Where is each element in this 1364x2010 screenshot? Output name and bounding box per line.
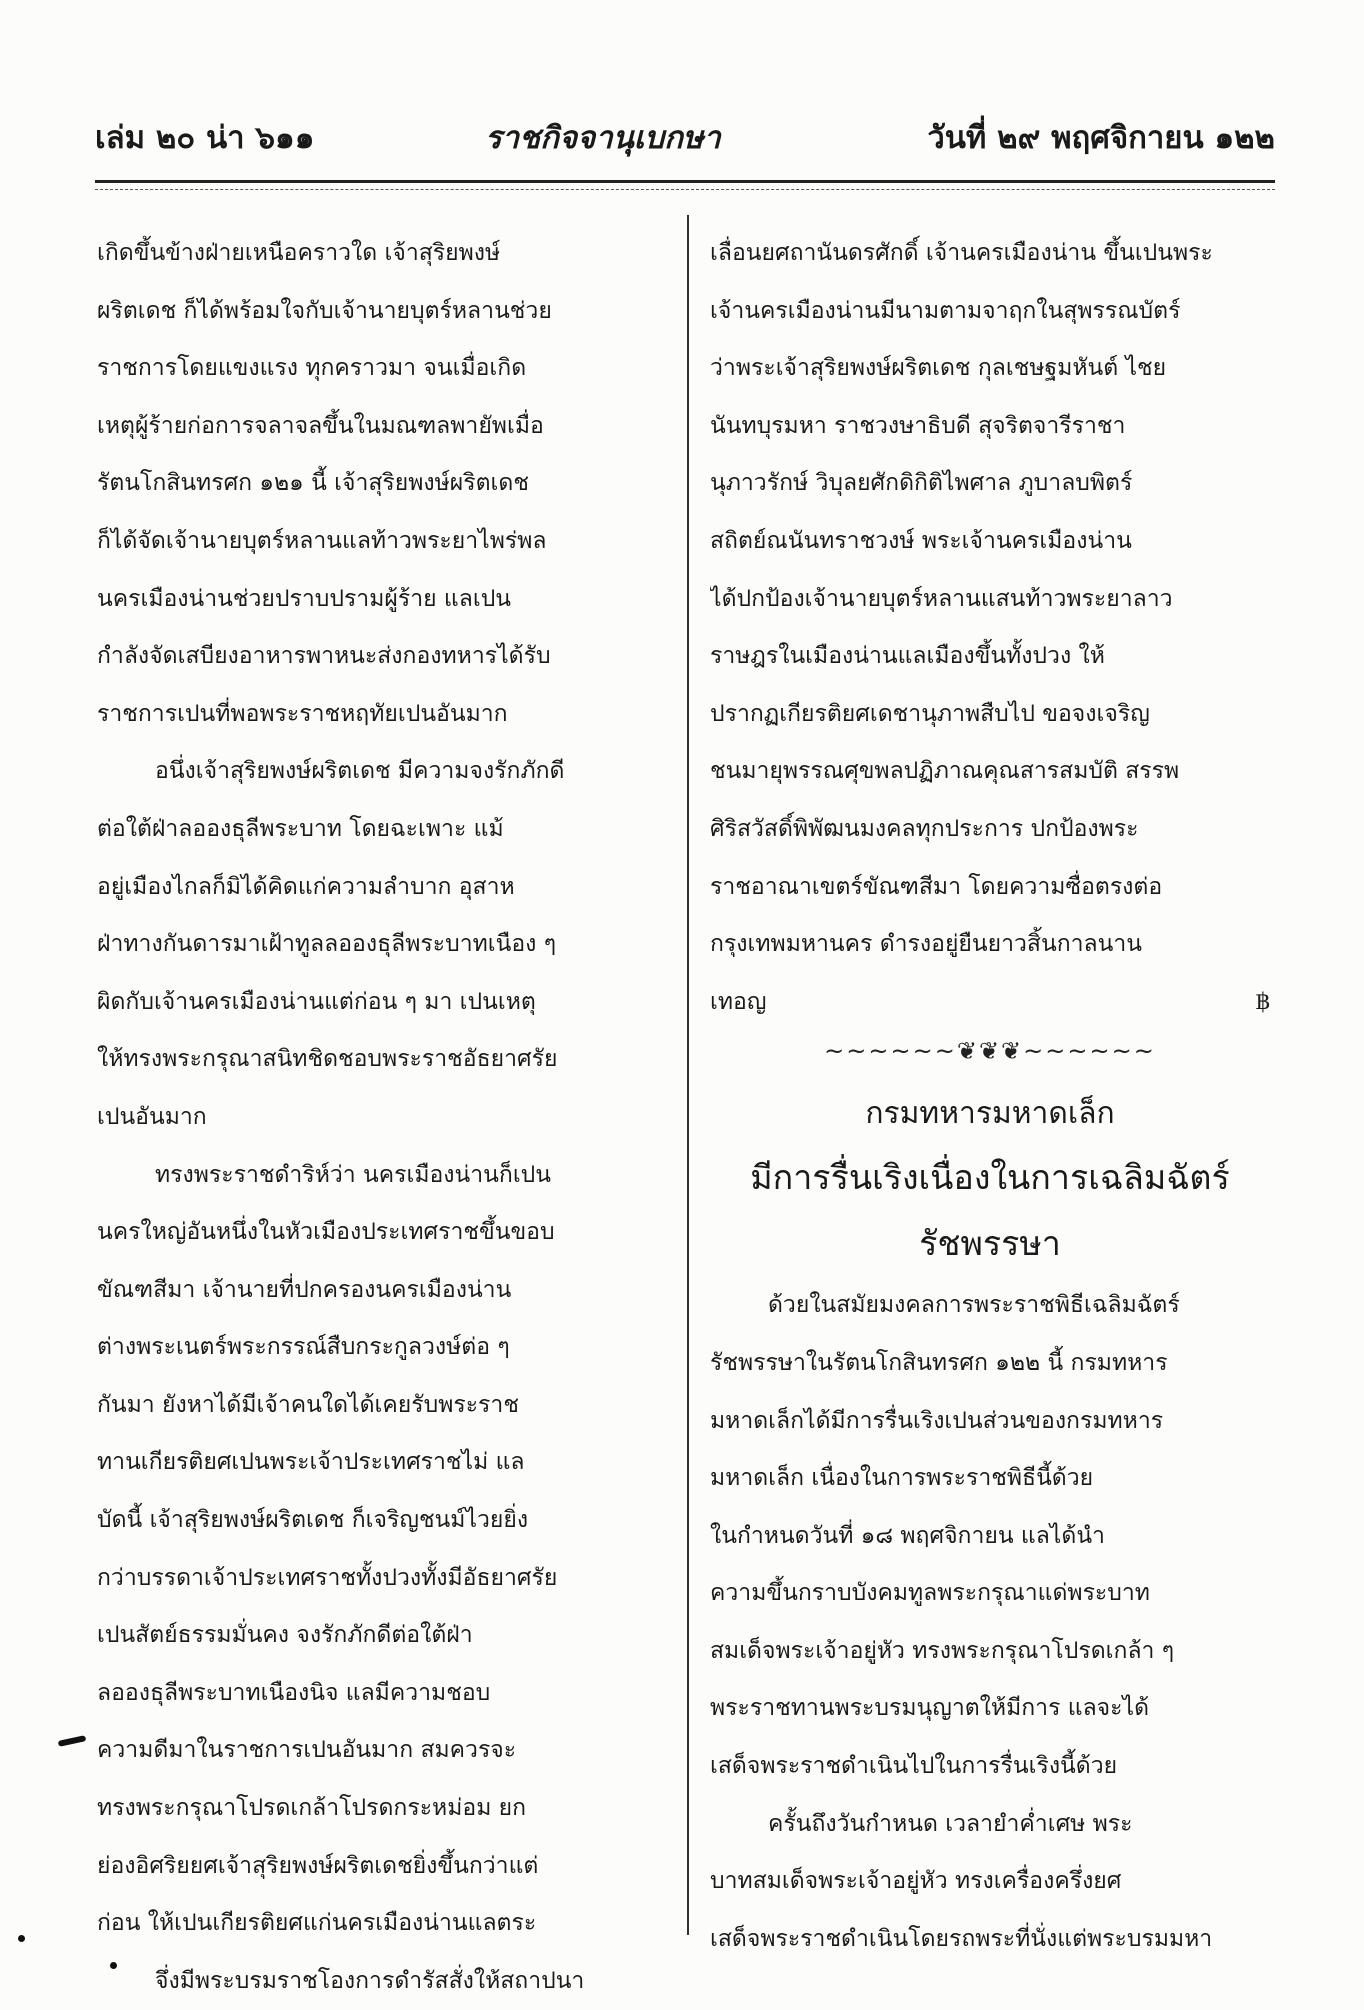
- line-text: สมเด็จพระเจ้าอยู่หัว ทรงพระกรุณาโปรดเกล้า ๆ: [710, 1637, 1175, 1664]
- text-line: [97, 340, 652, 398]
- line-text: ราชการเปนที่พอพระราชหฤทัยเปนอันมาก: [97, 700, 508, 727]
- line-text: เปนสัตย์ธรรมมั่นคง จงรักภักดีต่อใต้ฝ่า: [97, 1622, 473, 1649]
- line-text: กันมา ยังหาได้มีเจ้าคนใดได้เคยรับพระราช: [97, 1391, 519, 1418]
- section-ornament: ~~~~~~❦❦❦~~~~~~: [824, 1037, 1156, 1066]
- line-text: เกิดขึ้นข้างฝ่ายเหนือคราวใด เจ้าสุริยพงษ์: [97, 240, 501, 266]
- text-line: [97, 974, 652, 1032]
- section-title-line-1: กรมทหารมหาดเล็ก: [865, 1096, 1115, 1132]
- text-line: [97, 1607, 652, 1665]
- text-line: [97, 1895, 652, 1953]
- end-mark: ฿: [1255, 988, 1270, 1015]
- scan-speck: [110, 1962, 117, 1969]
- line-text: ครั้นถึงวันกำหนด เวลายำค่ำเศษ พระ: [768, 1810, 1133, 1837]
- announcement-continuation: [710, 225, 1270, 1031]
- text-line: [710, 398, 1270, 456]
- text-line: [97, 1089, 652, 1147]
- text-line: [97, 1434, 652, 1492]
- text-line: [710, 1508, 1270, 1566]
- line-text: ด้วยในสมัยมงคลการพระราชพิธีเฉลิมฉัตร์: [768, 1292, 1180, 1319]
- right-column: [710, 225, 1270, 1968]
- text-line: [710, 340, 1270, 398]
- text-line: [97, 1031, 652, 1089]
- header-rule: [95, 180, 1275, 190]
- text-line: [710, 1623, 1270, 1681]
- line-text: นครเมืองน่านช่วยปราบปรามผู้ร้าย แลเปน: [97, 585, 512, 612]
- text-line: [710, 1393, 1270, 1451]
- line-text: จึ่งมีพระบรมราชโองการดำรัสสั่งให้สถาปนา: [155, 1967, 585, 1994]
- line-text: ปรากฏเกียรติยศเดชานุภาพสืบไป ขอจงเจริญ: [710, 700, 1150, 727]
- line-text: ต่อใต้ฝ่าลอองธุลีพระบาท โดยฉะเพาะ แม้: [97, 815, 504, 842]
- text-line: [97, 1550, 652, 1608]
- issue-date: วันที่ ๒๙ พฤศจิกายน ๑๒๒: [927, 120, 1275, 156]
- text-line: [97, 743, 652, 801]
- line-text: ย่องอิศริยยศเจ้าสุริยพงษ์ผริตเดชยิ่งขึ้นกว่าแต่: [97, 1852, 539, 1879]
- line-text: เทอญ: [710, 988, 767, 1015]
- line-text: นันทบุรมหา ราชวงษาธิบดี สุจริตจารีราชา: [710, 412, 1126, 439]
- scan-speck: [18, 1935, 25, 1942]
- text-line: [710, 628, 1270, 686]
- line-text: เหตุผู้ร้ายก่อการจลาจลขึ้นในมณฑลพายัพเมื่อ: [97, 412, 544, 439]
- text-line: [97, 859, 652, 917]
- gazette-title: ราชกิจจานุเบกษา: [485, 120, 721, 156]
- text-line: [710, 1277, 1270, 1335]
- text-line: [710, 916, 1270, 974]
- line-text: กรุงเทพมหานคร ดำรงอยู่ยืนยาวสิ้นกาลนาน: [710, 931, 1142, 958]
- line-text: ได้ปกป้องเจ้านายบุตร์หลานแสนท้าวพระยาลาว: [710, 585, 1173, 612]
- line-text: ว่าพระเจ้าสุริยพงษ์ผริตเดช กุลเชษฐมหันต์ ไชย: [710, 355, 1167, 382]
- text-line: [97, 1492, 652, 1550]
- line-text: ราชการโดยแขงแรง ทุกคราวมา จนเมื่อเกิด: [97, 355, 527, 382]
- line-text: นุภาวรักษ์ วิบุลยศักดิกิติไพศาล ภูบาลบพิตร์: [710, 470, 1133, 497]
- text-line: [97, 1780, 652, 1838]
- left-column: [97, 225, 652, 2010]
- text-line: [710, 571, 1270, 629]
- text-line: [97, 398, 652, 456]
- line-text: รัชพรรษาในรัตนโกสินทรศก ๑๒๒ นี้ กรมทหาร: [710, 1349, 1168, 1376]
- text-line: [710, 859, 1270, 917]
- text-line: [97, 571, 652, 629]
- line-text: ขัณฑสีมา เจ้านายที่ปกครองนครเมืองน่าน: [97, 1276, 512, 1303]
- line-text: ทานเกียรติยศเปนพระเจ้าประเทศราชไม่ แล: [97, 1449, 525, 1476]
- line-text: ให้ทรงพระกรุณาสนิทชิดชอบพระราชอัธยาศรัย: [97, 1046, 558, 1073]
- text-line: [97, 513, 652, 571]
- text-line: [710, 743, 1270, 801]
- line-text: เลื่อนยศถานันดรศักดิ์ เจ้านครเมืองน่าน ขึ้นเปนพระ: [710, 240, 1213, 266]
- line-text: นครใหญ่อันหนึ่งในหัวเมืองประเทศราชขึ้นขอบ: [97, 1219, 555, 1246]
- line-text: เปนอันมาก: [97, 1103, 207, 1130]
- text-line: [97, 1204, 652, 1262]
- line-text: ชนมายุพรรณศุขพลปฏิภาณคุณสารสมบัติ สรรพ: [710, 758, 1180, 785]
- line-text: กว่าบรรดาเจ้าประเทศราชทั้งปวงทั้งมีอัธยาศรัย: [97, 1564, 558, 1591]
- line-text: ความขึ้นกราบบังคมทูลพระกรุณาแด่พระบาท: [710, 1580, 1150, 1607]
- article-body: [710, 1277, 1270, 1968]
- line-text: เสด็จพระราชดำเนินโดยรถพระที่นั่งแต่พระบรมมหา: [710, 1925, 1213, 1952]
- text-line: [710, 686, 1270, 744]
- column-divider: [687, 215, 689, 1935]
- line-text: ราชอาณาเขตร์ขัณฑสีมา โดยความซื่อตรงต่อ: [710, 873, 1163, 900]
- text-line: [710, 801, 1270, 859]
- line-text: ในกำหนดวันที่ ๑๘ พฤศจิกายน แลได้นำ: [710, 1522, 1105, 1549]
- line-text: ต่างพระเนตร์พระกรรณ์สืบกระกูลวงษ์ต่อ ๆ: [97, 1334, 510, 1361]
- volume-page-number: เล่ม ๒๐ น่า ๖๑๑: [95, 120, 315, 156]
- text-line: [97, 916, 652, 974]
- line-text: บัดนี้ เจ้าสุริยพงษ์ผริตเดช ก็เจริญชนม์ไวยยิ่ง: [97, 1507, 529, 1534]
- text-line: [710, 1738, 1270, 1796]
- margin-pen-mark: [58, 1735, 87, 1747]
- text-line: [97, 1262, 652, 1320]
- text-line: [710, 513, 1270, 571]
- line-text: ลอองธุลีพระบาทเนืองนิจ แลมีความชอบ: [97, 1679, 491, 1706]
- line-text: ศิริสวัสดิ์พิพัฒนมงคลทุกประการ ปกป้องพระ: [710, 815, 1139, 842]
- text-line: [710, 974, 1270, 1032]
- line-text: มหาดเล็กได้มีการรื่นเริงเปนส่วนของกรมทหาร: [710, 1407, 1164, 1434]
- text-line: [97, 1722, 652, 1780]
- text-line: [97, 1377, 652, 1435]
- line-text: สถิตย์ณนันทราชวงษ์ พระเจ้านครเมืองน่าน: [710, 527, 1132, 554]
- line-text: ก่อน ให้เปนเกียรติยศแก่นครเมืองน่านแลตระ: [97, 1910, 537, 1937]
- text-line: [97, 455, 652, 513]
- text-line: [710, 455, 1270, 513]
- line-text: รัตนโกสินทรศก ๑๒๑ นี้ เจ้าสุริยพงษ์ผริตเดช: [97, 470, 529, 497]
- section-title-line-2: มีการรื่นเริงเนื่องในการเฉลิมฉัตร์: [750, 1158, 1230, 1199]
- line-text: พระราชทานพระบรมนุญาตให้มีการ แลจะได้: [710, 1695, 1150, 1722]
- line-text: ฝ่าทางกันดารมาเฝ้าทูลลอองธุลีพระบาทเนือง ๆ: [97, 931, 557, 958]
- line-text: เจ้านครเมืองน่านมีนามตามจาฤกในสุพรรณบัตร์: [710, 297, 1181, 324]
- line-text: ก็ได้จัดเจ้านายบุตร์หลานแลท้าวพระยาไพร่พล: [97, 527, 547, 554]
- line-text: กำลังจัดเสบียงอาหารพาหนะส่งกองทหารได้รับ: [97, 643, 551, 670]
- text-line: [97, 628, 652, 686]
- text-line: [710, 1911, 1270, 1969]
- text-line: [97, 1953, 652, 2010]
- text-line: [97, 283, 652, 341]
- text-line: [710, 225, 1270, 283]
- line-text: บาทสมเด็จพระเจ้าอยู่หัว ทรงเครื่องครึ่งยศ: [710, 1868, 1122, 1895]
- text-line: [97, 1838, 652, 1896]
- text-line: [97, 1665, 652, 1723]
- text-line: [710, 1680, 1270, 1738]
- text-line: [710, 1450, 1270, 1508]
- line-text: ทรงพระราชดำริห์ว่า นครเมืองน่านก็เปน: [155, 1161, 551, 1188]
- text-line: [97, 225, 652, 283]
- text-line: [97, 1147, 652, 1205]
- text-line: [97, 1319, 652, 1377]
- text-line: [97, 801, 652, 859]
- line-text: ราษฎรในเมืองน่านแลเมืองขึ้นทั้งปวง ให้: [710, 643, 1105, 670]
- line-text: ความดีมาในราชการเปนอันมาก สมควรจะ: [97, 1737, 517, 1764]
- line-text: เสด็จพระราชดำเนินไปในการรื่นเริงนี้ด้วย: [710, 1753, 1118, 1780]
- text-line: [710, 1853, 1270, 1911]
- line-text: มหาดเล็ก เนื่องในการพระราชพิธีนี้ด้วย: [710, 1465, 1094, 1492]
- text-line: [710, 1796, 1270, 1854]
- section-title-line-3: รัชพรรษา: [919, 1224, 1061, 1265]
- text-line: [97, 686, 652, 744]
- text-line: [710, 1335, 1270, 1393]
- page-header: [95, 112, 1275, 172]
- line-text: ทรงพระกรุณาโปรดเกล้าโปรดกระหม่อม ยก: [97, 1795, 527, 1822]
- text-line: [710, 1565, 1270, 1623]
- line-text: ผิดกับเจ้านครเมืองน่านแต่ก่อน ๆ มา เปนเหตุ: [97, 988, 536, 1015]
- line-text: ผริตเดช ก็ได้พร้อมใจกับเจ้านายบุตร์หลานช่วย: [97, 297, 552, 324]
- line-text: อนึ่งเจ้าสุริยพงษ์ผริตเดช มีความจงรักภักดี: [155, 758, 565, 785]
- text-line: [710, 283, 1270, 341]
- line-text: อยู่เมืองไกลก็มิได้คิดแก่ความลำบาก อุสาห: [97, 873, 515, 900]
